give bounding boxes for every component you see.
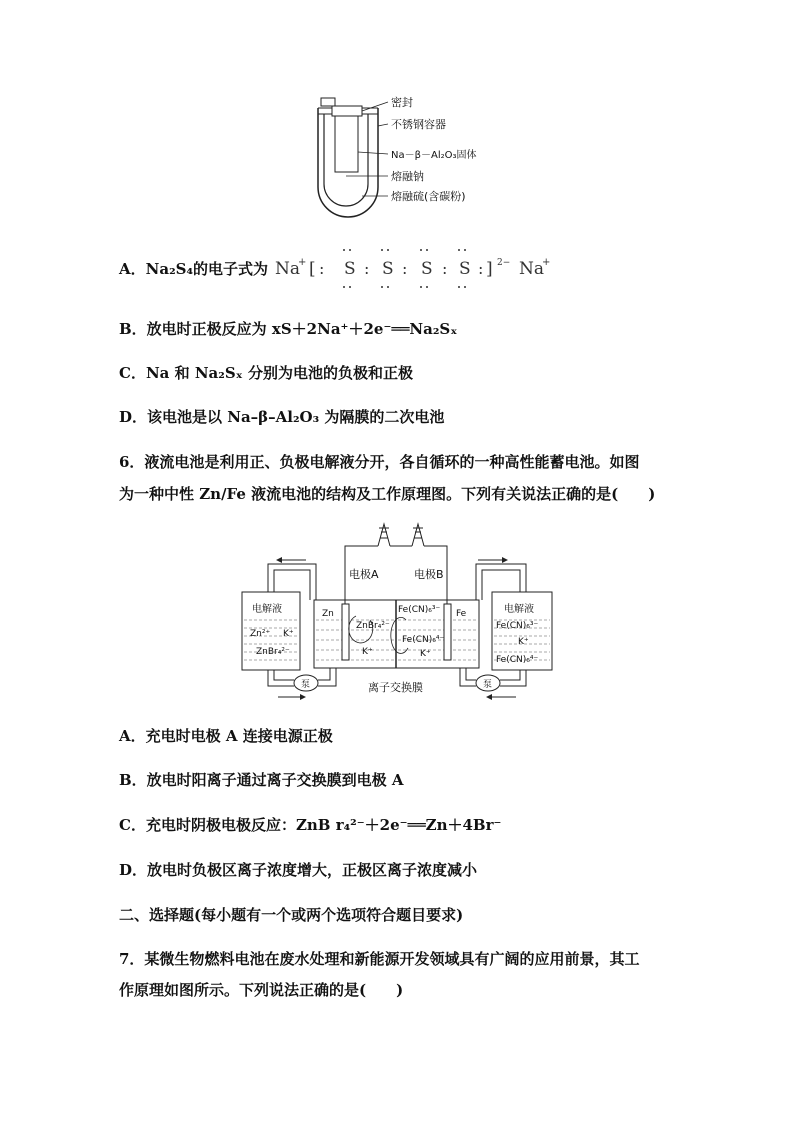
lewis-s3: S	[421, 259, 433, 279]
lewis-s2: S	[382, 259, 394, 279]
label-membrane: 离子交换膜	[368, 681, 423, 694]
label-fecn3-cell: Fe(CN)₆³⁻	[398, 605, 441, 615]
label-znbr4-left-tank: ZnBr₄²⁻	[256, 647, 290, 657]
label-pump-left: 泵	[301, 680, 311, 690]
label-tank-right: 电解液	[504, 604, 534, 615]
option-6c: C．充电时阴极电极反应：ZnB r₄²⁻＋2e⁻══Zn＋4Br⁻	[119, 816, 502, 834]
lewis-s1: S	[344, 259, 356, 279]
option-5c: C．Na 和 Na₂Sₓ 分别为电池的负极和正极	[119, 364, 413, 382]
svg-text::: :	[402, 259, 408, 278]
label-molten-na: 熔融钠	[391, 170, 424, 183]
label-fecn3-tank: Fe(CN)₆³⁻	[496, 621, 539, 631]
label-zn: Zn	[322, 609, 334, 619]
label-tank-left: 电解液	[252, 604, 282, 615]
lewis-na-left: Na	[275, 259, 301, 279]
na2s4-lewis-structure	[275, 245, 595, 295]
svg-text::: :	[364, 259, 370, 278]
section-2-heading: 二、选择题(每小题有一个或两个选项符合题目要求)	[119, 906, 464, 924]
power-tower-icon	[378, 524, 424, 546]
label-znbr4-cell: ZnBr₄²⁻	[356, 621, 390, 631]
label-k-right-tank: K⁺	[518, 637, 529, 647]
label-pump-right: 泵	[483, 680, 493, 690]
label-molten-s: 熔融硫(含碳粉)	[391, 190, 466, 203]
q7-stem-line1: 7．某微生物燃料电池在废水处理和新能源开发领域具有广阔的应用前景，其工	[119, 950, 640, 968]
svg-text::: :	[319, 259, 325, 278]
label-zn2-left: Zn²⁺	[250, 629, 271, 639]
label-fecn4-tank: Fe(CN)₆⁴⁻	[496, 655, 539, 665]
option-5a	[119, 258, 268, 279]
lewis-charge: 2−	[497, 258, 511, 268]
label-seal: 密封	[391, 96, 413, 109]
svg-text:[: [	[309, 259, 316, 279]
q6-stem-line1: 6．液流电池是利用正、负极电解液分开，各自循环的一种高性能蓄电池。如图	[119, 453, 640, 471]
lewis-na-right: Na	[519, 259, 545, 279]
label-k-left-cell: K⁺	[362, 647, 373, 657]
label-fecn4-cell: Fe(CN)₆⁴⁻	[402, 635, 445, 645]
option-5d: D．该电池是以 Na–β–Al₂O₃ 为隔膜的二次电池	[119, 408, 445, 426]
flow-battery-diagram	[238, 520, 558, 700]
option-5a-text: A．Na₂S₄的电子式为	[119, 260, 269, 278]
svg-text::: :	[478, 259, 484, 278]
lewis-plus-left: +	[298, 257, 307, 268]
label-container: 不锈钢容器	[391, 118, 446, 131]
q7-stem-line2: 作原理如图所示。下列说法正确的是( )	[119, 981, 404, 999]
label-electrode-b: 电极B	[414, 568, 444, 581]
na-s-battery-diagram	[300, 92, 500, 222]
q6-stem-line2: 为一种中性 Zn/Fe 液流电池的结构及工作原理图。下列有关说法正确的是( )	[119, 485, 656, 503]
option-6b: B．放电时阳离子通过离子交换膜到电极 A	[119, 771, 404, 789]
label-fe: Fe	[456, 609, 467, 619]
label-k-left-tank: K⁺	[283, 629, 294, 639]
lewis-s4: S	[459, 259, 471, 279]
option-6a: A．充电时电极 A 连接电源正极	[119, 727, 333, 745]
label-electrode-a: 电极A	[349, 568, 379, 581]
option-5b: B．放电时正极反应为 xS＋2Na⁺＋2e⁻══Na₂Sₓ	[119, 320, 458, 338]
label-electrolyte: Na－β－Al₂O₃固体	[391, 150, 477, 161]
label-k-right-cell: K⁺	[420, 649, 431, 659]
svg-text::: :	[442, 259, 448, 278]
option-6d: D．放电时负极区离子浓度增大，正极区离子浓度减小	[119, 861, 478, 879]
svg-text:]: ]	[486, 259, 493, 279]
lewis-plus-right: +	[542, 257, 551, 268]
